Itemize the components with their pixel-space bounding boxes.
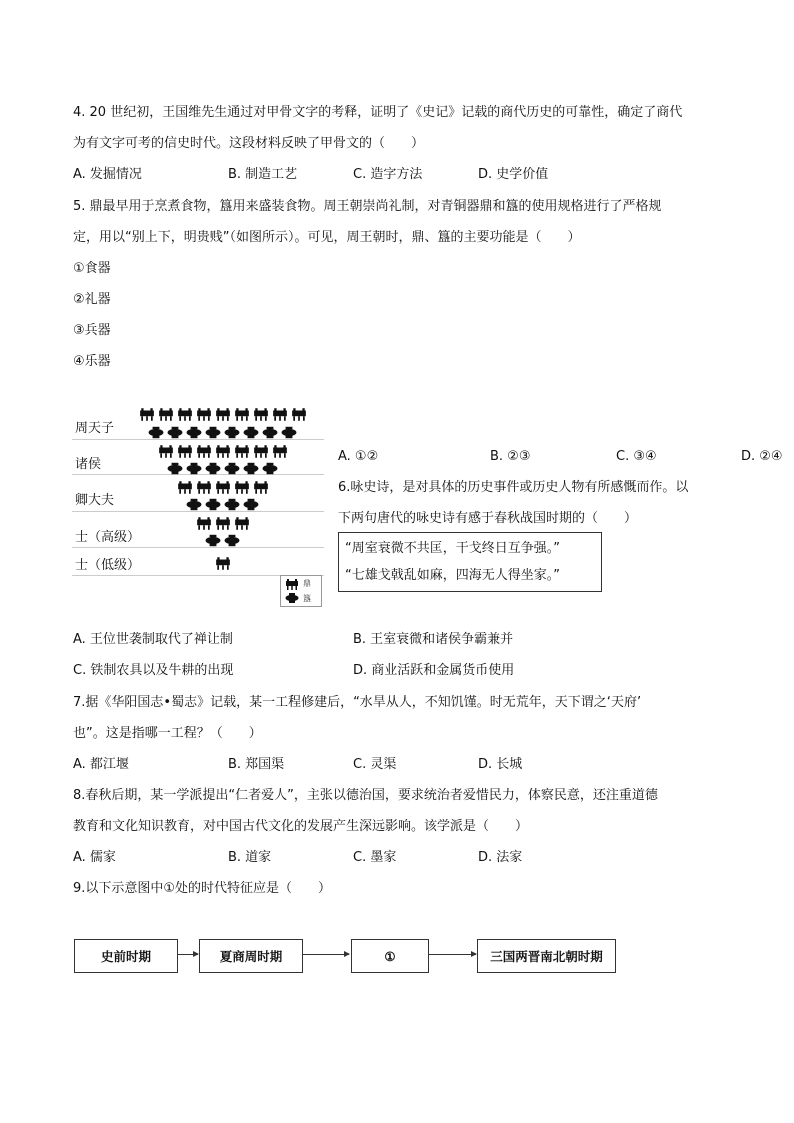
q8-option-d[interactable]: D. 法家 — [478, 850, 523, 865]
ding-icon — [196, 408, 212, 421]
flow-box-prehistoric: 史前时期 — [74, 939, 178, 973]
gui-icon — [205, 534, 221, 547]
q4-option-a[interactable]: A. 发掘情况 — [73, 167, 142, 182]
q5-item-4: ④乐器 — [73, 354, 111, 369]
q6-stem-line1: 6.咏史诗，是对具体的历史事件或历史人物有所感慨而作。以 — [338, 480, 689, 495]
gui-icon — [186, 498, 202, 511]
q6-option-a[interactable]: A. 王位世袭制取代了禅让制 — [73, 632, 233, 647]
ding-icon — [272, 408, 288, 421]
ding-icon — [177, 481, 193, 494]
gui-icon — [281, 426, 297, 439]
q6-poem-line1: “周室衰微不共匡，干戈终日互争强。” — [345, 541, 560, 556]
flow-box-three-kingdoms: 三国两晋南北朝时期 — [477, 939, 616, 973]
q6-option-b[interactable]: B. 王室衰微和诸侯争霸兼并 — [353, 632, 514, 647]
ding-icon — [285, 579, 299, 590]
q9-stem: 9.以下示意图中①处的时代特征应是（ ） — [73, 881, 332, 896]
q7-option-b[interactable]: B. 郑国渠 — [228, 757, 285, 772]
flow-arrow-icon — [177, 954, 198, 955]
ding-icon — [158, 408, 174, 421]
ding-icon — [215, 557, 231, 570]
gui-icon — [186, 462, 202, 475]
figure-legend — [280, 575, 322, 607]
gui-icon — [224, 462, 240, 475]
q5-option-d[interactable]: D. ②④ — [741, 449, 783, 464]
ding-gui-figure — [72, 405, 324, 605]
ding-icon — [177, 408, 193, 421]
gui-icon — [243, 462, 259, 475]
figure-row-label: 卿大夫 — [75, 493, 115, 508]
q7-option-a[interactable]: A. 都江堰 — [73, 757, 129, 772]
gui-icon — [205, 462, 221, 475]
gui-icon — [262, 426, 278, 439]
figure-row-label: 士（低级） — [75, 558, 141, 573]
ding-icon — [158, 445, 174, 458]
ding-icon — [215, 481, 231, 494]
q7-option-c[interactable]: C. 灵渠 — [353, 757, 397, 772]
q6-poem-box — [338, 532, 602, 592]
q5-option-b[interactable]: B. ②③ — [490, 449, 531, 464]
ding-icon — [253, 445, 269, 458]
ding-icon — [139, 408, 155, 421]
q8-stem-line1: 8.春秋后期，某一学派提出“仁者爱人”，主张以德治国，要求统治者爱惜民力，体察民意，还注重道德 — [73, 788, 658, 803]
ding-icon — [215, 445, 231, 458]
gui-icon — [262, 462, 278, 475]
q5-item-3: ③兵器 — [73, 323, 111, 338]
q4-option-c[interactable]: C. 造字方法 — [353, 167, 423, 182]
ding-icon — [177, 445, 193, 458]
gui-icon — [224, 534, 240, 547]
q8-option-b[interactable]: B. 道家 — [228, 850, 272, 865]
gui-icon — [148, 426, 164, 439]
q6-poem-line2: “七雄戈戟乱如麻，四海无人得坐家。” — [345, 568, 560, 583]
flow-arrow-icon — [428, 954, 476, 955]
flow-box-blank-1: ① — [351, 939, 429, 973]
q5-option-c[interactable]: C. ③④ — [616, 449, 657, 464]
ding-icon — [253, 408, 269, 421]
q7-stem-line1: 7.据《华阳国志•蜀志》记载，某一工程修建后，“水旱从人，不知饥馑。时无荒年，天下谓之‘天府’ — [73, 695, 642, 710]
gui-icon — [205, 426, 221, 439]
q8-stem-line2: 教育和文化知识教育，对中国古代文化的发展产生深远影响。该学派是（ ） — [73, 819, 529, 834]
gui-icon — [186, 426, 202, 439]
ding-icon — [253, 481, 269, 494]
q8-option-c[interactable]: C. 墨家 — [353, 850, 397, 865]
legend-gui-label: 簋 — [303, 594, 311, 603]
q4-option-b[interactable]: B. 制造工艺 — [228, 167, 298, 182]
ding-icon — [272, 445, 288, 458]
ding-icon — [196, 481, 212, 494]
figure-divider — [72, 439, 324, 440]
ding-icon — [234, 517, 250, 530]
q8-option-a[interactable]: A. 儒家 — [73, 850, 116, 865]
q7-option-d[interactable]: D. 长城 — [478, 757, 523, 772]
q5-item-1: ①食器 — [73, 261, 111, 276]
figure-row-label: 士（高级） — [75, 530, 141, 545]
ding-icon — [234, 445, 250, 458]
gui-icon — [224, 426, 240, 439]
ding-icon — [196, 445, 212, 458]
gui-icon — [243, 426, 259, 439]
figure-row-label: 周天子 — [75, 421, 115, 436]
ding-icon — [215, 517, 231, 530]
q5-stem-line1: 5. 鼎最早用于烹煮食物，簋用来盛装食物。周王朝崇尚礼制，对青铜器鼎和簋的使用规格进行了严格规 — [73, 199, 662, 214]
gui-icon — [205, 498, 221, 511]
gui-icon — [243, 498, 259, 511]
ding-icon — [196, 517, 212, 530]
figure-divider — [72, 547, 324, 548]
q4-stem-line1: 4. 20 世纪初，王国维先生通过对甲骨文字的考释，证明了《史记》记载的商代历史的可靠性，确定了商代 — [73, 105, 683, 120]
gui-icon — [224, 498, 240, 511]
flow-arrow-icon — [302, 954, 349, 955]
ding-icon — [234, 481, 250, 494]
q4-stem-line2: 为有文字可考的信史时代。这段材料反映了甲骨文的（ ） — [73, 136, 425, 151]
q4-option-d[interactable]: D. 史学价值 — [478, 167, 549, 182]
gui-icon — [285, 593, 299, 603]
q7-stem-line2: 也”。这是指哪一工程？（ ） — [73, 726, 262, 741]
ding-icon — [215, 408, 231, 421]
figure-divider — [72, 511, 324, 512]
q5-item-2: ②礼器 — [73, 292, 111, 307]
figure-row-label: 诸侯 — [75, 457, 102, 472]
ding-icon — [291, 408, 307, 421]
flow-box-xia-shang-zhou: 夏商周时期 — [199, 939, 303, 973]
legend-ding-label: 鼎 — [303, 579, 311, 588]
gui-icon — [167, 462, 183, 475]
q6-stem-line2: 下两句唐代的咏史诗有感于春秋战国时期的（ ） — [338, 511, 638, 526]
gui-icon — [167, 426, 183, 439]
q5-option-a[interactable]: A. ①② — [338, 449, 379, 464]
q6-option-c[interactable]: C. 铁制农具以及牛耕的出现 — [73, 663, 234, 678]
q6-option-d[interactable]: D. 商业活跃和金属货币使用 — [353, 663, 515, 678]
ding-icon — [234, 408, 250, 421]
q5-stem-line2: 定，用以“别上下，明贵贱”（如图所示）。可见，周王朝时，鼎、簋的主要功能是（ ） — [73, 230, 581, 245]
